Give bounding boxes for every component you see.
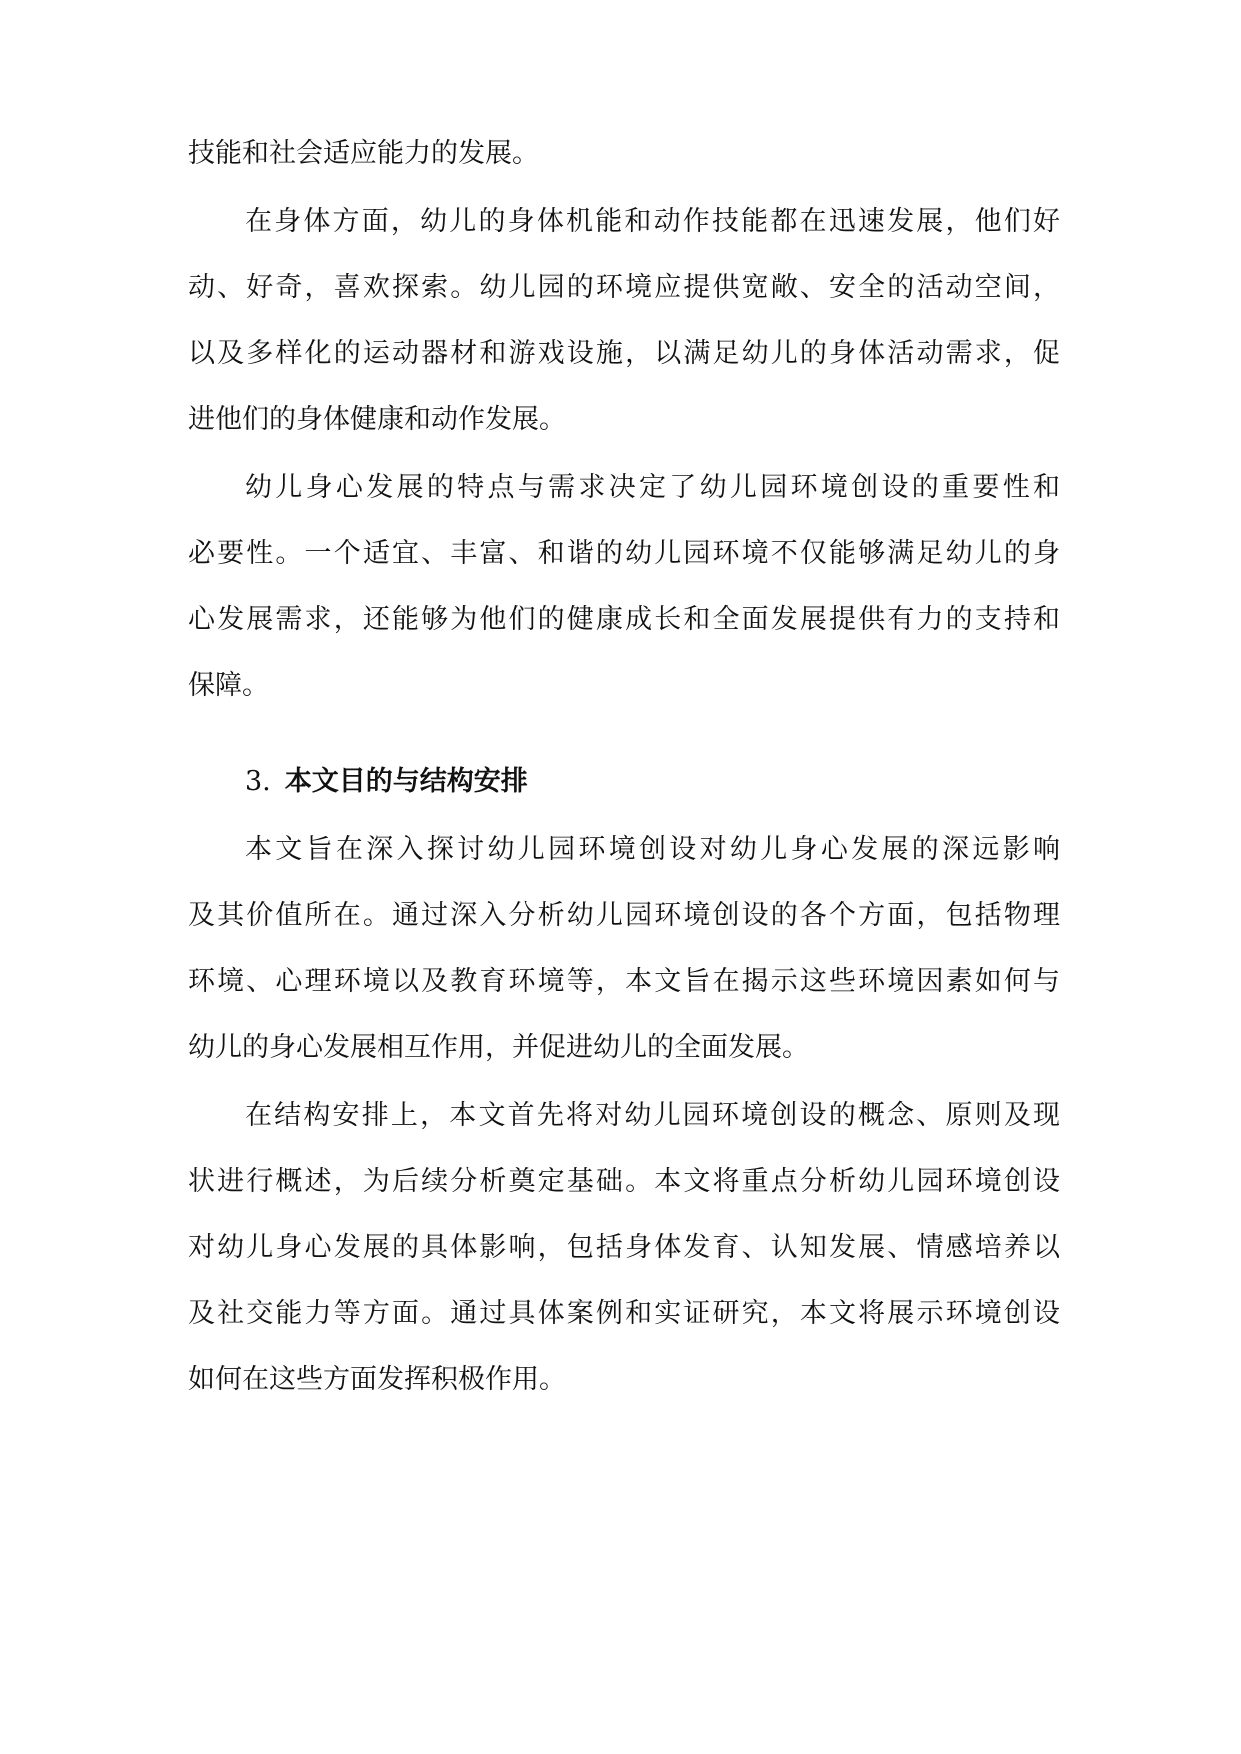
section-number: 3. (245, 766, 271, 797)
paragraph-line: 技能和社会适应能力的发展。 (188, 138, 539, 169)
paragraph-line: 幼儿身心发展的特点与需求决定了幼儿园环境创设的重要性和 (245, 472, 1060, 503)
paragraph-line: 及社交能力等方面。通过具体案例和实证研究，本文将展示环境创设 (188, 1298, 1060, 1329)
paragraph-line: 幼儿的身心发展相互作用，并促进幼儿的全面发展。 (188, 1032, 809, 1063)
paragraph-line: 在结构安排上，本文首先将对幼儿园环境创设的概念、原则及现 (245, 1100, 1060, 1131)
paragraph-line: 动、好奇，喜欢探索。幼儿园的环境应提供宽敞、安全的活动空间， (188, 272, 1060, 303)
paragraph-line: 及其价值所在。通过深入分析幼儿园环境创设的各个方面，包括物理 (188, 900, 1060, 931)
section-heading (245, 760, 1060, 804)
paragraph-line: 必要性。一个适宜、丰富、和谐的幼儿园环境不仅能够满足幼儿的身 (188, 538, 1060, 569)
section-title: 本文目的与结构安排 (284, 766, 528, 797)
paragraph-line: 进他们的身体健康和动作发展。 (188, 404, 566, 435)
paragraph-line: 保障。 (188, 670, 269, 701)
paragraph-line: 状进行概述，为后续分析奠定基础。本文将重点分析幼儿园环境创设 (188, 1166, 1060, 1197)
paragraph-line: 以及多样化的运动器材和游戏设施，以满足幼儿的身体活动需求，促 (188, 338, 1060, 369)
paragraph-line: 对幼儿身心发展的具体影响，包括身体发育、认知发展、情感培养以 (188, 1232, 1060, 1263)
paragraph-line: 如何在这些方面发挥积极作用。 (188, 1364, 566, 1395)
paragraph-line: 环境、心理环境以及教育环境等，本文旨在揭示这些环境因素如何与 (188, 966, 1060, 997)
paragraph-line: 本文旨在深入探讨幼儿园环境创设对幼儿身心发展的深远影响 (245, 834, 1060, 865)
paragraph-line: 在身体方面，幼儿的身体机能和动作技能都在迅速发展，他们好 (245, 206, 1060, 237)
paragraph-line: 心发展需求，还能够为他们的健康成长和全面发展提供有力的支持和 (188, 604, 1060, 635)
